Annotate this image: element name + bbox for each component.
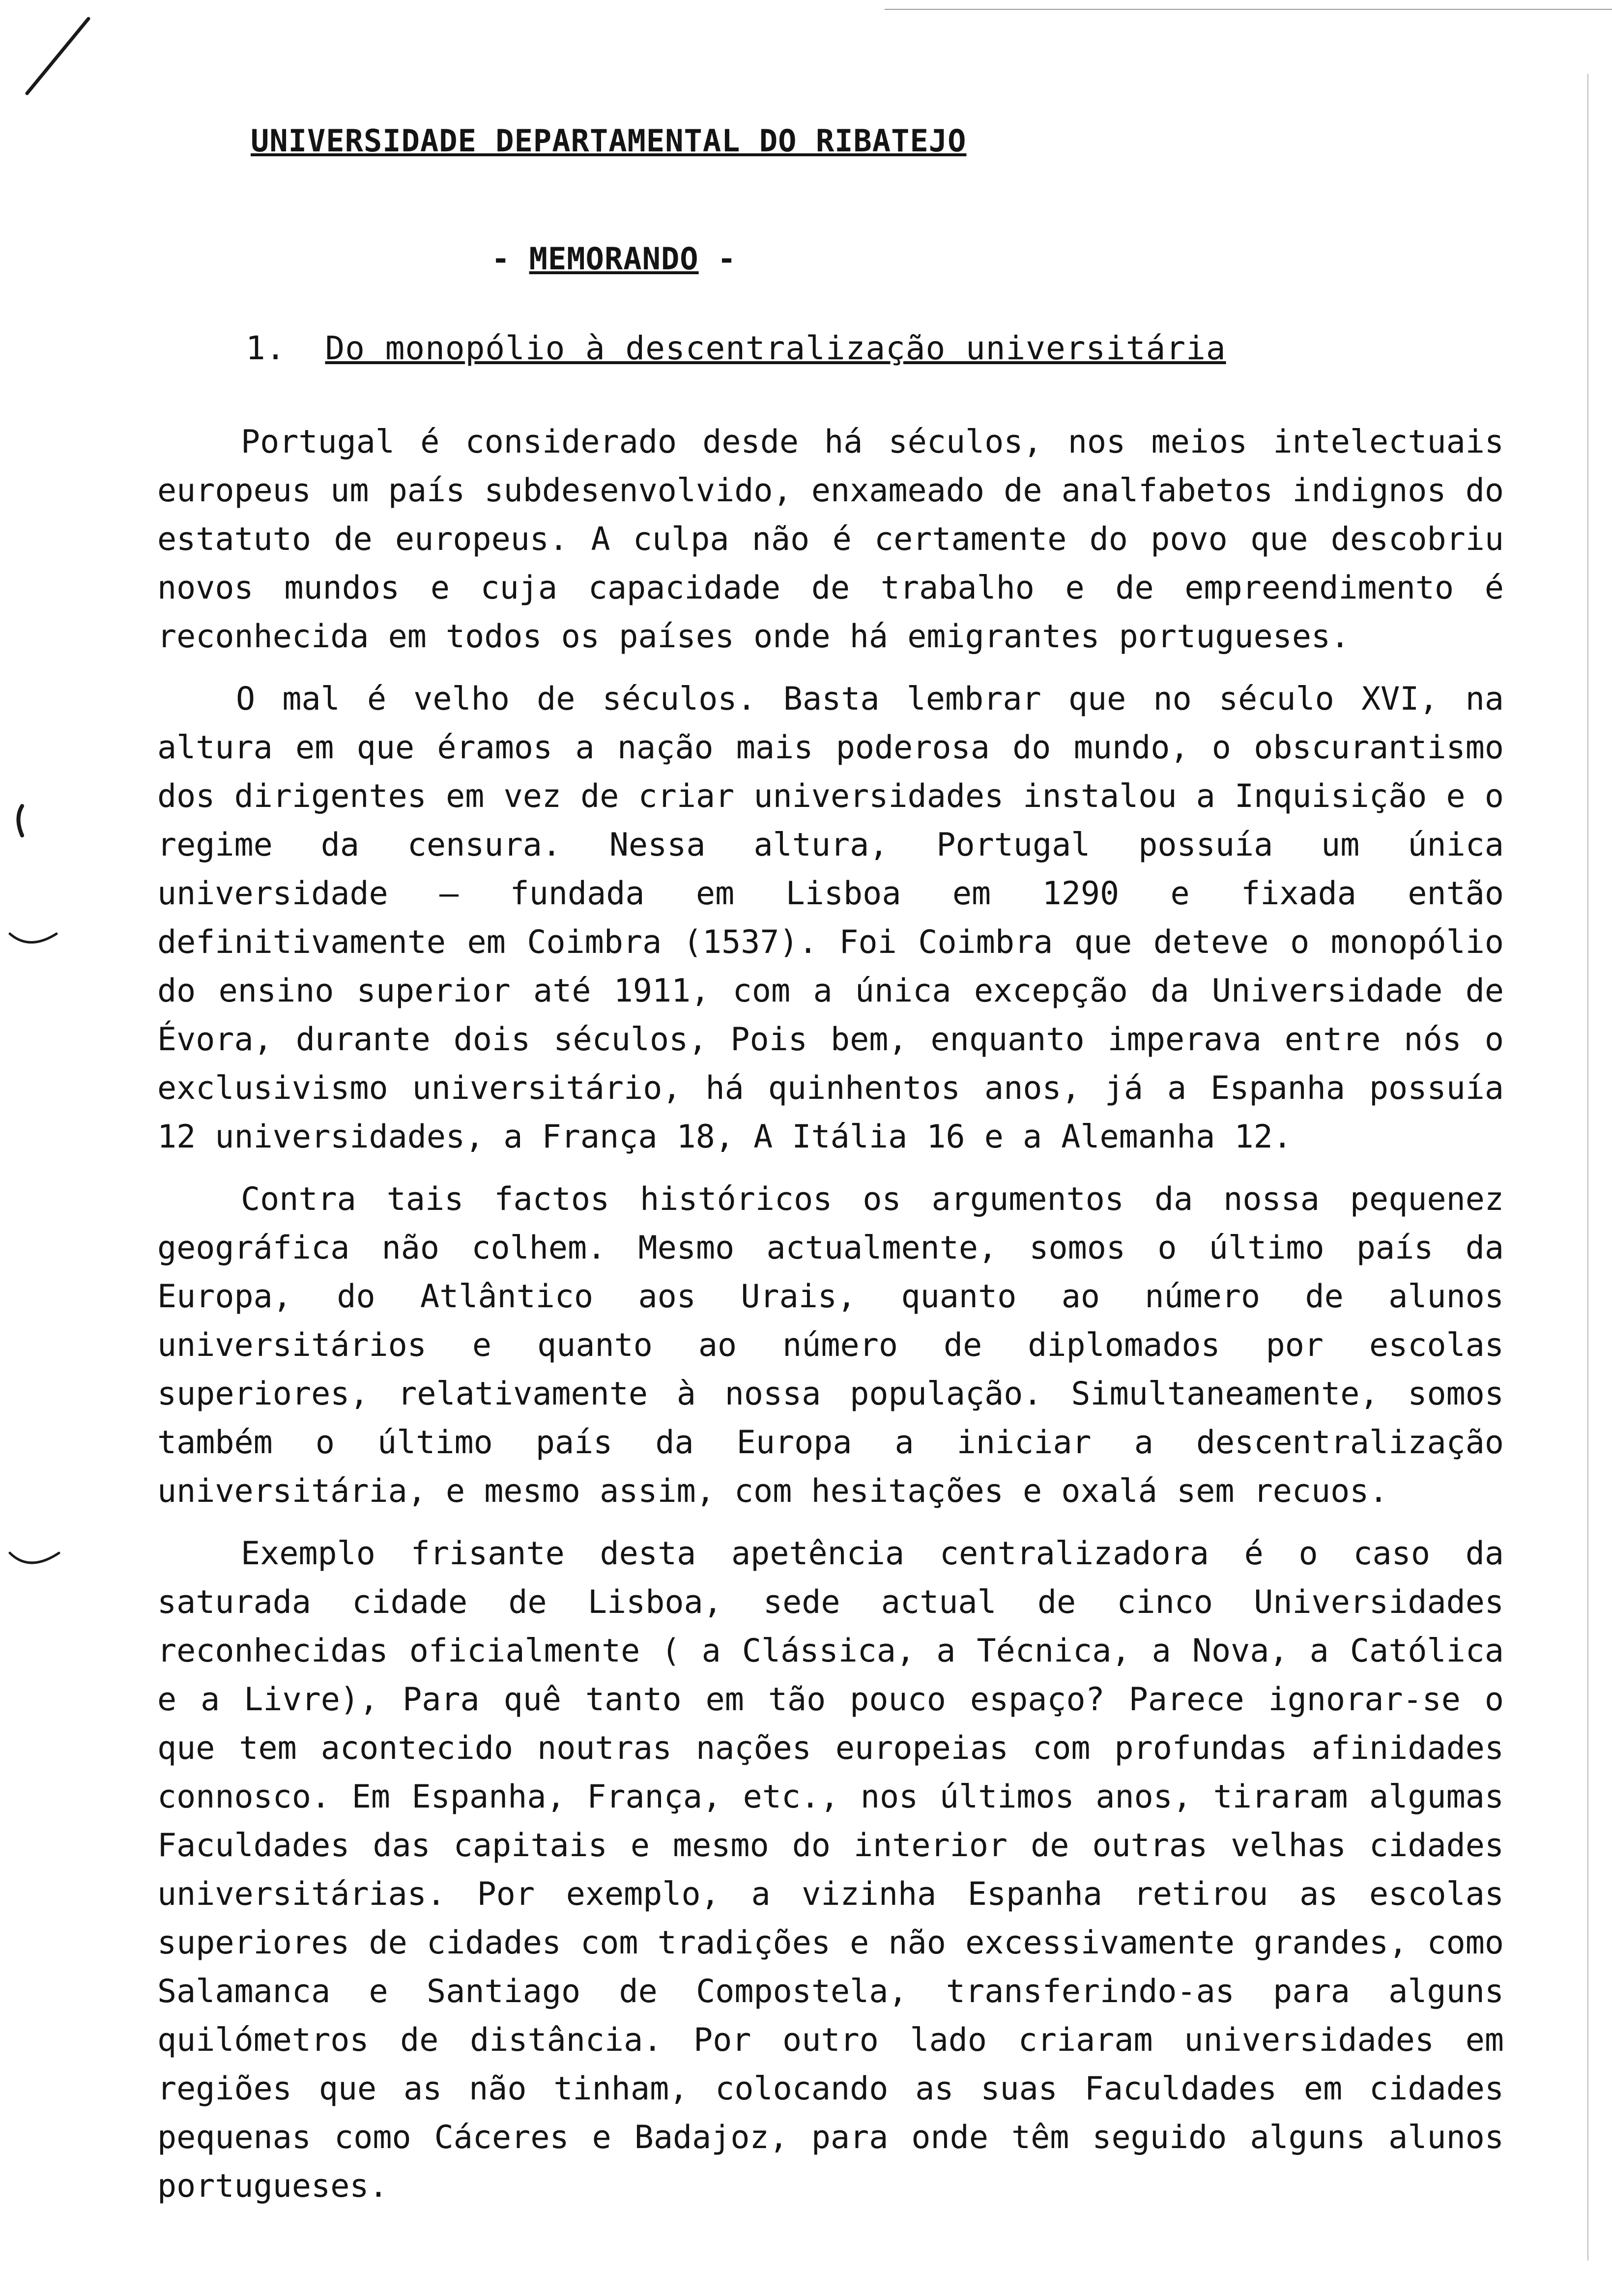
section-heading (246, 329, 1226, 367)
section-title: Do monopólio à descentralização universitária (325, 329, 1226, 367)
top-edge-line (885, 9, 1612, 10)
paragraph: Contra tais factos históricos os argumentos da nossa pequenez geográfica não colhem. Mesmo actualmente, somos o último país da Europa, do Atlântico aos Urais, quanto ao número de alunos universitários e quanto ao número de diplomados por escolas superiores, relativamente à nossa população. Simultaneamente, somos também o último país da Europa a iniciar a descentralização universitária, e mesmo assim, com hesitações e oxalá sem recuos. (157, 1181, 1504, 1510)
paragraph: Exemplo frisante desta apetência centralizadora é o caso da saturada cidade de Lisboa, sede actual de cinco Universidades reconhecidas oficialmente ( a Clássica, a Técnica, a Nova, a Católica e a Livre), Para quê tanto em tão pouco espaço? Parece ignorar-se o que tem acontecido noutras nações europeias com profundas afinidades connosco. Em Espanha, França, etc., nos últimos anos, tiraram algumas Faculdades das capitais e mesmo do interior de outras velhas cidades universitárias. Por exemplo, a vizinha Espanha retirou as escolas superiores de cidades com tradições e não excessivamente grandes, como Salamanca e Santiago de Compostela, transferindo-as para alguns quilómetros de distância. Por outro lado criaram universidades em regiões que as não tinham, colocando as suas Faculdades em cidades pequenas como Cáceres e Badajoz, para onde têm seguido alguns alunos portugueses. (157, 1535, 1504, 2205)
paragraph: O mal é velho de séculos. Basta lembrar que no século XVI, na altura em que éramos a nação mais poderosa do mundo, o obscurantismo dos dirigentes em vez de criar universidades instalou a Inquisição e o regime da censura. Nessa altura, Portugal possuía um única universidade — fundada em Lisboa em 1290 e fixada então definitivamente em Coimbra (1537). Foi Coimbra que deteve o monopólio do ensino superior até 1911, com a única excepção da Universidade de Évora, durante dois séculos, Pois bem, enquanto imperava entre nós o exclusivismo universitário, há quinhentos anos, já a Espanha possuía 12 universidades, a França 18, A Itália 16 e a Alemanha 12. (157, 681, 1504, 1155)
memo-title-prefix: - (491, 241, 529, 277)
section-number: 1. (246, 329, 286, 367)
memo-title-suffix: - (698, 241, 737, 277)
document-header: UNIVERSIDADE DEPARTAMENTAL DO RIBATEJO (251, 123, 967, 159)
paragraph: Portugal é considerado desde há séculos, nos meios intelectuais europeus um país subdesenvolvido, enxameado de analfabetos indignos do estatuto de europeus. A culpa não é certamente do povo que descobriu novos mundos e cuja capacidade de trabalho e de empreendimento é reconhecida em todos os países onde há emigrantes portugueses. (157, 424, 1504, 655)
left-margin-marks (0, 0, 69, 1622)
memo-title-text: MEMORANDO (529, 241, 699, 277)
right-edge-line (1587, 74, 1588, 2261)
document-body (157, 418, 1504, 2224)
memo-title (491, 241, 736, 277)
